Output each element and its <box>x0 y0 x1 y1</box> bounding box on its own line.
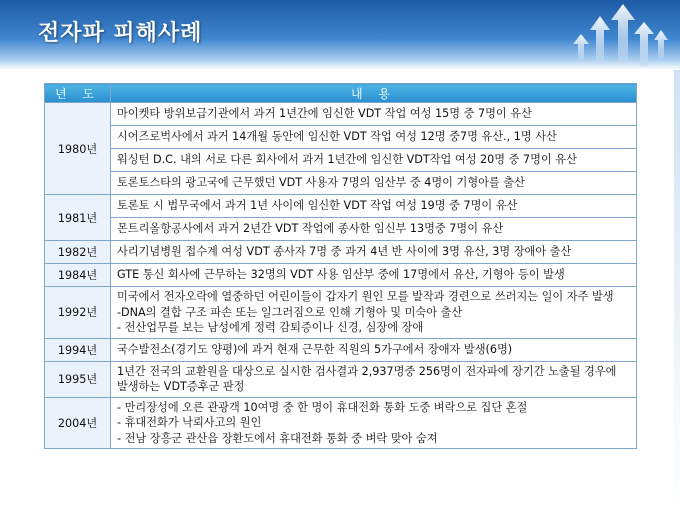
year-cell: 1984년 <box>45 264 111 287</box>
table-row <box>45 264 637 287</box>
table-row <box>45 287 637 339</box>
content-line: - 전남 장흥군 관산읍 장환도에서 휴대전화 통화 중 벼락 맞아 숨져 <box>117 431 438 445</box>
table-row <box>45 241 637 264</box>
table-row <box>45 149 637 172</box>
header-content: 내 용 <box>111 84 637 103</box>
table-row <box>45 397 637 449</box>
table-header-row <box>45 84 637 103</box>
year-cell: 1995년 <box>45 361 111 397</box>
content-cell: 워싱턴 D.C. 내의 서로 다른 회사에서 과거 1년간에 임신한 VDT작업 여성 20명 중 7명이 유산 <box>111 149 637 172</box>
year-cell: 1992년 <box>45 287 111 339</box>
content-cell: 토론토스타의 광고국에 근무했던 VDT 사용자 7명의 임산부 중 4명이 기형아를 출산 <box>111 172 637 195</box>
content-cell: 마이켓타 방위보급기관에서 과거 1년간에 임신한 VDT 작업 여성 15명 중 7명이 유산 <box>111 103 637 126</box>
table-row <box>45 338 637 361</box>
content-line: - 휴대전화가 낙뢰사고의 원인 <box>117 416 262 429</box>
table-row <box>45 126 637 149</box>
content-cell: GTE 통신 회사에 근무하는 32명의 VDT 사용 임산부 중에 17명에서 유산, 기형아 등이 발생 <box>111 264 637 287</box>
year-cell: 2004년 <box>45 397 111 449</box>
content-cell: 몬트리올항공사에서 과거 2년간 VDT 작업에 종사한 임신부 13명중 7명이 유산 <box>111 218 637 241</box>
content-line: - 만리장성에 오른 관광객 10여명 중 한 명이 휴대전화 통화 도중 벼락으로 집단 혼절 <box>117 400 528 414</box>
content-line: 미국에서 전자오락에 열중하던 어린이들이 갑자기 원인 모를 발작과 경련으로 쓰러지는 일이 자주 발생 <box>117 290 614 303</box>
cases-table <box>44 83 637 449</box>
content-cell <box>111 287 637 339</box>
header-year: 년 도 <box>45 84 111 103</box>
table-row <box>45 361 637 397</box>
content-line: - 전산업무를 보는 남성에게 정력 감퇴증이나 신경, 심장에 장애 <box>117 321 424 334</box>
content-cell: 사리기념병원 접수계 여성 VDT 종사자 7명 중 과거 4년 반 사이에 3명 유산, 3명 장애아 출산 <box>111 241 637 264</box>
year-cell: 1982년 <box>45 241 111 264</box>
table-row <box>45 172 637 195</box>
year-cell: 1981년 <box>45 195 111 241</box>
year-cell: 1980년 <box>45 103 111 195</box>
content-line: -DNA의 결합 구조 파손 또는 일그러짐으로 인해 기형아 및 미숙아 출산 <box>117 305 463 319</box>
content-cell <box>111 361 637 397</box>
content-cell: 시어즈로벅사에서 과거 14개월 동안에 임신한 VDT 작업 여성 12명 중7명 유산., 1명 사산 <box>111 126 637 149</box>
side-decoration <box>674 70 680 510</box>
content-cell <box>111 397 637 449</box>
table-row <box>45 103 637 126</box>
header-banner <box>0 0 680 70</box>
content-cell: 토론토 시 법무국에서 과거 1년 사이에 임신한 VDT 작업 여성 19명 중 7명이 유산 <box>111 195 637 218</box>
table-row <box>45 195 637 218</box>
content-line: 1년간 전국의 교환원을 대상으로 실시한 검사결과 2,937명중 256명이 전자파에 장기간 노출될 경우에 발생하는 VDT증후군 판정 <box>117 364 617 393</box>
table-row <box>45 218 637 241</box>
content-cell: 국수발전소(경기도 양평)에 과거 현재 근무한 직원의 5가구에서 장애자 발생(6명) <box>111 338 637 361</box>
year-cell: 1994년 <box>45 338 111 361</box>
rising-arrows-icon <box>570 0 670 72</box>
slide-title: 전자파 피해사례 <box>38 21 203 46</box>
